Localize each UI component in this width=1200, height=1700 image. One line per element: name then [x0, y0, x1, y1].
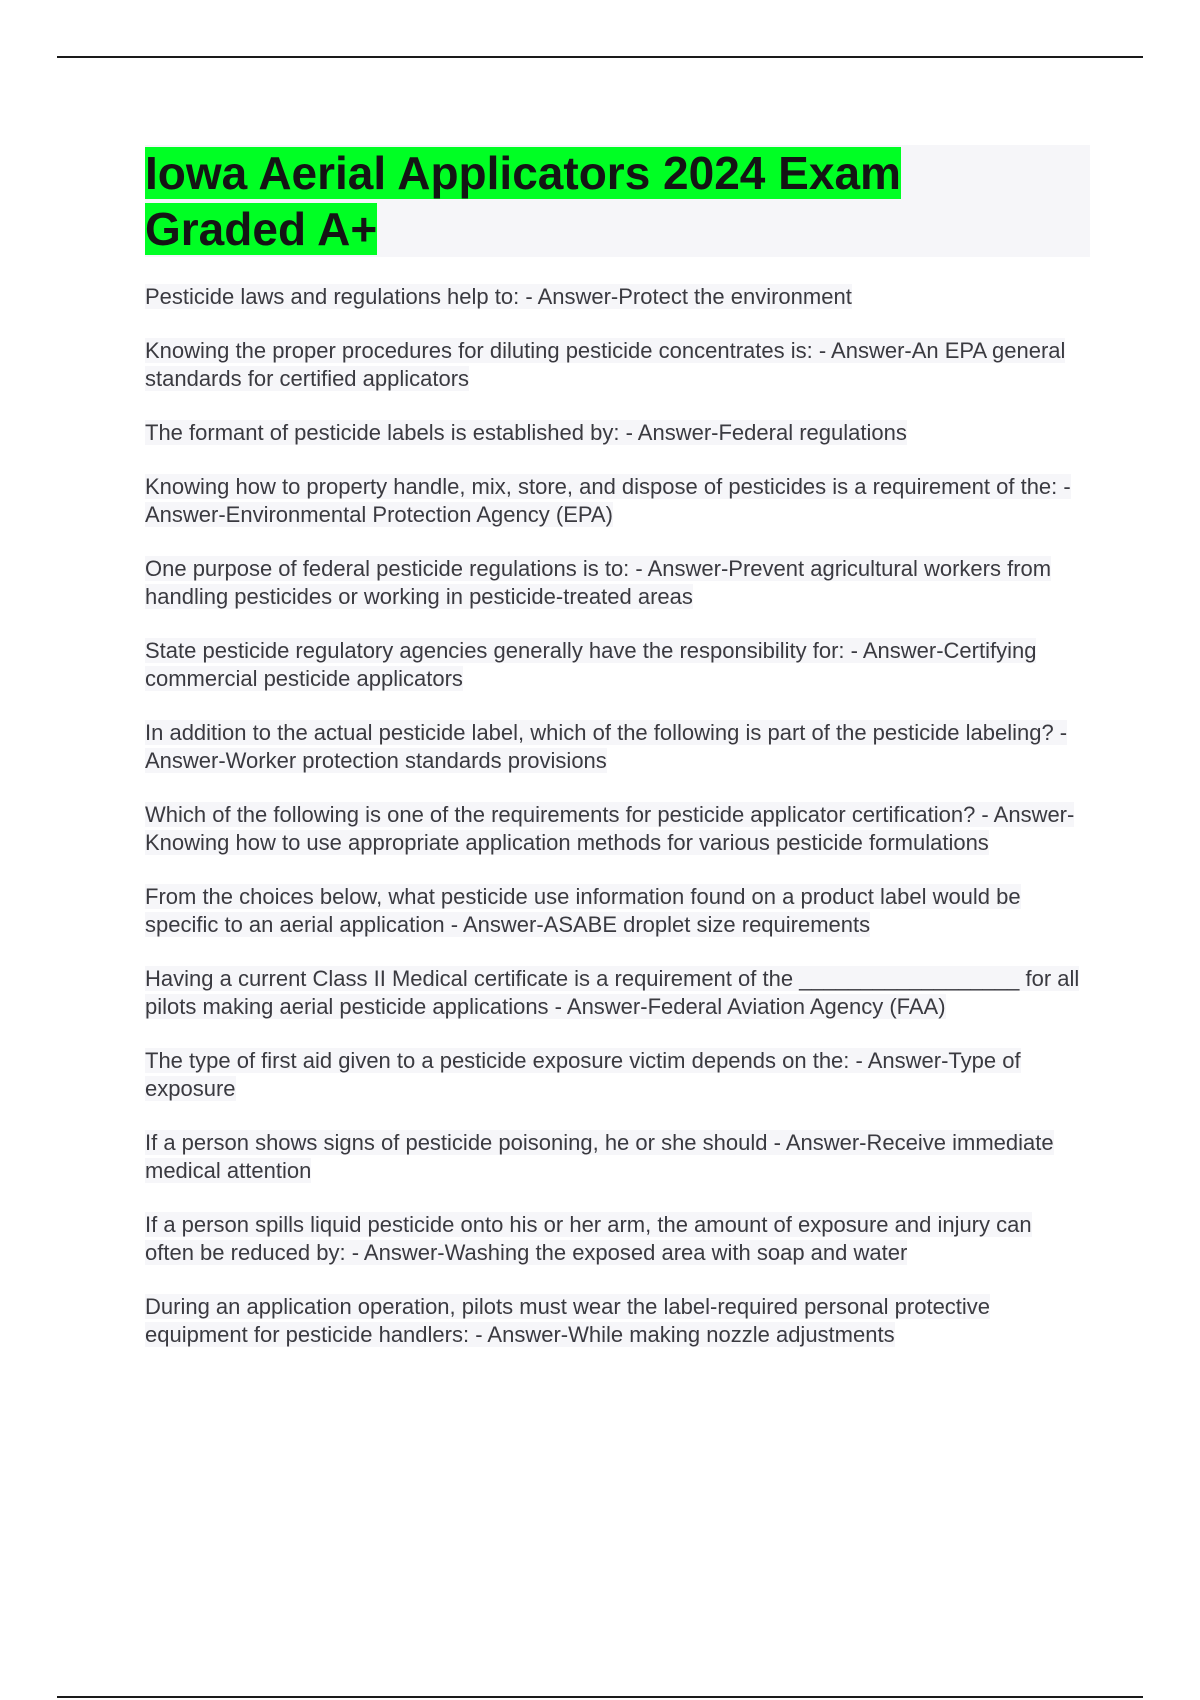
document-title	[145, 145, 965, 257]
qa-item	[145, 637, 1085, 693]
title-text: Iowa Aerial Applicators 2024 Exam Graded A+	[145, 147, 901, 255]
qa-text: Pesticide laws and regulations help to: - Answer-Protect the environment	[145, 284, 852, 309]
document-body	[145, 145, 1090, 1375]
bottom-rule	[57, 1696, 1143, 1698]
qa-text: One purpose of federal pesticide regulations is to: - Answer-Prevent agricultural workers from handling pesticides or working in pesticide-treated areas	[145, 556, 1052, 609]
qa-item	[145, 719, 1085, 775]
qa-item	[145, 419, 1085, 447]
qa-text: Having a current Class II Medical certificate is a requirement of the __________________ for all pilots making aerial pesticide applications - Answer-Federal Aviation Agency (FAA)	[145, 966, 1080, 1019]
qa-text: If a person spills liquid pesticide onto his or her arm, the amount of exposure and injury can often be reduced by: - Answer-Washing the exposed area with soap and water	[145, 1212, 1032, 1265]
qa-text: From the choices below, what pesticide use information found on a product label would be specific to an aerial application - Answer-ASABE droplet size requirements	[145, 884, 1021, 937]
top-rule	[57, 56, 1143, 58]
qa-item	[145, 555, 1085, 611]
qa-text: The type of first aid given to a pesticide exposure victim depends on the: - Answer-Type of exposure	[145, 1048, 1021, 1101]
qa-item	[145, 801, 1085, 857]
qa-text: During an application operation, pilots must wear the label-required personal protective equipment for pesticide handlers: - Answer-While making nozzle adjustments	[145, 1294, 991, 1347]
qa-item	[145, 965, 1085, 1021]
qa-text: Knowing the proper procedures for diluting pesticide concentrates is: - Answer-An EPA general standards for certified applicators	[145, 338, 1066, 391]
qa-item	[145, 1129, 1085, 1185]
qa-item	[145, 473, 1085, 529]
qa-text: If a person shows signs of pesticide poisoning, he or she should - Answer-Receive immediate medical attention	[145, 1130, 1054, 1183]
qa-text: The formant of pesticide labels is established by: - Answer-Federal regulations	[145, 420, 907, 445]
qa-item	[145, 883, 1085, 939]
qa-item	[145, 337, 1085, 393]
qa-text: In addition to the actual pesticide label, which of the following is part of the pesticide labeling? - Answer-Worker protection standards provisions	[145, 720, 1068, 773]
qa-text: State pesticide regulatory agencies generally have the responsibility for: - Answer-Certifying commercial pesticide applicators	[145, 638, 1037, 691]
qa-text: Knowing how to property handle, mix, store, and dispose of pesticides is a requirement of the: - Answer-Environmental Protection Agency (EPA)	[145, 474, 1071, 527]
title-block	[145, 145, 1090, 257]
qa-item	[145, 1211, 1085, 1267]
qa-text: Which of the following is one of the requirements for pesticide applicator certification? - Answer-Knowing how to use appropriate application methods for various pesticide formulations	[145, 802, 1075, 855]
qa-item	[145, 1293, 1085, 1349]
qa-item	[145, 283, 1085, 311]
qa-item	[145, 1047, 1085, 1103]
